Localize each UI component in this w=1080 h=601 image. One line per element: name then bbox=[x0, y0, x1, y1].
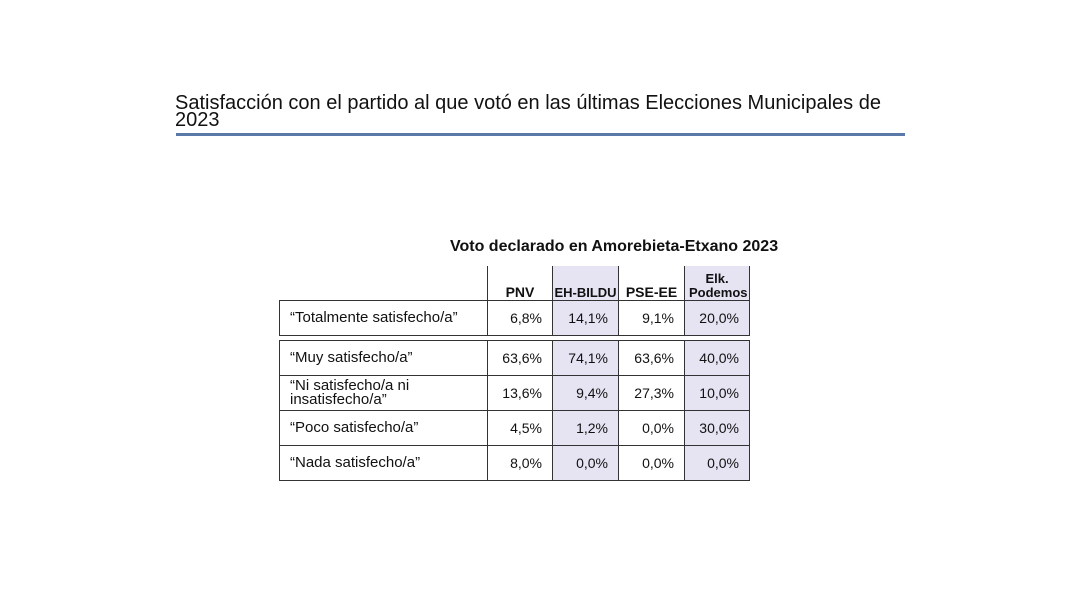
cell-value: 63,6% bbox=[488, 341, 553, 376]
cell-value: 0,0% bbox=[685, 446, 750, 481]
table-row bbox=[280, 341, 750, 376]
cell-value: 30,0% bbox=[685, 411, 750, 446]
row-label: “Poco satisfecho/a” bbox=[280, 411, 488, 446]
cell-value: 9,4% bbox=[553, 376, 619, 411]
cell-value: 13,6% bbox=[488, 376, 553, 411]
cell-value: 10,0% bbox=[685, 376, 750, 411]
cell-value: 63,6% bbox=[619, 341, 685, 376]
column-header-pse-ee: PSE-EE bbox=[619, 266, 685, 301]
table-row bbox=[280, 411, 750, 446]
cell-value: 0,0% bbox=[553, 446, 619, 481]
table-row bbox=[280, 376, 750, 411]
column-header-eh-bildu: EH-BILDU bbox=[553, 266, 619, 301]
column-header-pnv: PNV bbox=[488, 266, 553, 301]
table-caption: Voto declarado en Amorebieta-Etxano 2023 bbox=[450, 238, 779, 255]
cell-value: 0,0% bbox=[619, 446, 685, 481]
table-row bbox=[280, 301, 750, 336]
satisfaction-table bbox=[279, 266, 750, 481]
cell-value: 8,0% bbox=[488, 446, 553, 481]
cell-value: 40,0% bbox=[685, 341, 750, 376]
header-corner bbox=[280, 266, 488, 301]
cell-value: 14,1% bbox=[553, 301, 619, 336]
page-title: Satisfacción con el partido al que votó en las últimas Elecciones Municipales de 2023 bbox=[175, 92, 881, 131]
row-label: “Ni satisfecho/a ni insatisfecho/a” bbox=[280, 376, 488, 411]
cell-value: 6,8% bbox=[488, 301, 553, 336]
cell-value: 9,1% bbox=[619, 301, 685, 336]
row-label: “Nada satisfecho/a” bbox=[280, 446, 488, 481]
table-row bbox=[280, 446, 750, 481]
column-header-elk-podemos bbox=[685, 266, 750, 301]
table-header-row bbox=[280, 266, 750, 301]
cell-value: 1,2% bbox=[553, 411, 619, 446]
title-underline bbox=[176, 133, 905, 136]
cell-value: 4,5% bbox=[488, 411, 553, 446]
cell-value: 27,3% bbox=[619, 376, 685, 411]
row-label: “Totalmente satisfecho/a” bbox=[280, 301, 488, 336]
cell-value: 0,0% bbox=[619, 411, 685, 446]
row-label: “Muy satisfecho/a” bbox=[280, 341, 488, 376]
column-header-elk-podemos-text: Elk. Podemos bbox=[689, 271, 748, 300]
cell-value: 20,0% bbox=[685, 301, 750, 336]
cell-value: 74,1% bbox=[553, 341, 619, 376]
